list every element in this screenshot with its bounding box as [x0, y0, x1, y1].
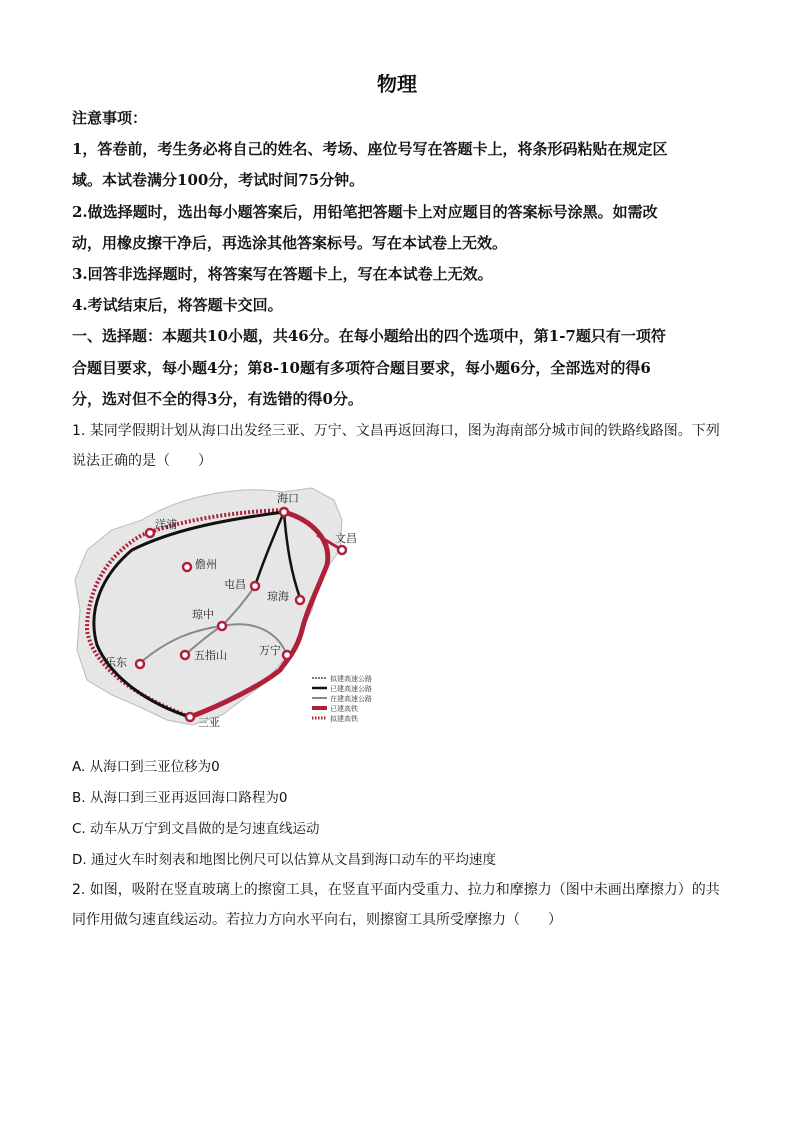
label-sanya: 三亚 — [198, 716, 220, 729]
city-qiongzhong — [218, 622, 226, 630]
option-b: B. 从海口到三亚再返回海口路程为0 — [72, 790, 288, 806]
map-legend — [312, 674, 372, 723]
notice-line-4: 4.考试结束后，将答题卡交回。 — [72, 296, 283, 314]
notice-line-2: 2.做选择题时，选出每小题答案后，用铅笔把答题卡上对应题目的答案标号涂黑。如需改 — [72, 203, 658, 221]
question-1-line-1: 1. 某同学假期计划从海口出发经三亚、万宁、文昌再返回海口，图为海南部分城市间的铁路线路图。下列 — [72, 423, 720, 439]
notice-heading: 注意事项： — [72, 109, 148, 127]
legend-existing-rail: 已建高铁 — [330, 705, 358, 713]
notice-line-1b: 域。本试卷满分100分，考试时间75分钟。 — [72, 171, 365, 189]
label-wenchang: 文昌 — [335, 532, 357, 545]
city-wenchang — [338, 546, 346, 554]
legend-proposed-highway: 拟建高速公路 — [330, 675, 372, 683]
question-2-line-1: 2. 如图，吸附在竖直玻璃上的擦窗工具，在竖直平面内受重力、拉力和摩擦力（图中未画出摩擦力）的共 — [72, 882, 720, 898]
label-yangpu: 洋浦 — [155, 518, 177, 531]
city-haikou — [280, 508, 288, 516]
label-tunchang: 屯昌 — [224, 578, 246, 591]
city-sanya — [186, 713, 194, 721]
page-title: 物理 — [377, 72, 417, 96]
city-tunchang — [251, 582, 259, 590]
question-1-line-2: 说法正确的是（ ） — [72, 453, 212, 469]
section-line-2: 合题目要求，每小题4分；第8-10题有多项符合题目要求，每小题6分，全部选对的得6 — [72, 359, 651, 377]
question-2-line-2: 同作用做匀速直线运动。若拉力方向水平向右，则擦窗工具所受摩擦力（ ） — [72, 912, 562, 928]
notice-line-2b: 动，用橡皮擦干净后，再选涂其他答案标号。写在本试卷上无效。 — [72, 234, 508, 252]
city-qionghai — [296, 596, 304, 604]
label-wuzhishan: 五指山 — [194, 649, 227, 662]
city-wanning — [283, 651, 291, 659]
city-ledong — [136, 660, 144, 668]
notice-line-1: 1，答卷前，考生务必将自己的姓名、考场、座位号写在答题卡上，将条形码粘贴在规定区 — [72, 140, 668, 158]
hainan-railway-map — [72, 480, 392, 730]
option-a: A. 从海口到三亚位移为0 — [72, 759, 220, 775]
legend-existing-highway: 已建高速公路 — [330, 685, 372, 693]
label-qiongzhong: 琼中 — [192, 608, 214, 621]
label-ledong: 乐东 — [105, 656, 127, 669]
city-yangpu — [146, 529, 154, 537]
city-wuzhishan — [181, 651, 189, 659]
label-danzhou: 儋州 — [195, 558, 217, 571]
city-danzhou — [183, 563, 191, 571]
option-c: C. 动车从万宁到文昌做的是匀速直线运动 — [72, 821, 320, 837]
notice-line-3: 3.回答非选择题时，将答案写在答题卡上，写在本试卷上无效。 — [72, 265, 493, 283]
option-d: D. 通过火车时刻表和地图比例尺可以估算从文昌到海口动车的平均速度 — [72, 852, 496, 868]
label-qionghai: 琼海 — [267, 590, 289, 603]
legend-building-highway: 在建高速公路 — [330, 695, 372, 703]
label-haikou: 海口 — [277, 492, 299, 505]
section-line-3: 分，选对但不全的得3分，有选错的得0分。 — [72, 390, 363, 408]
label-wanning: 万宁 — [259, 644, 281, 657]
legend-proposed-rail: 拟建高铁 — [330, 715, 358, 723]
section-line-1: 一、选择题：本题共10小题，共46分。在每小题给出的四个选项中，第1-7题只有一项符 — [72, 327, 666, 345]
